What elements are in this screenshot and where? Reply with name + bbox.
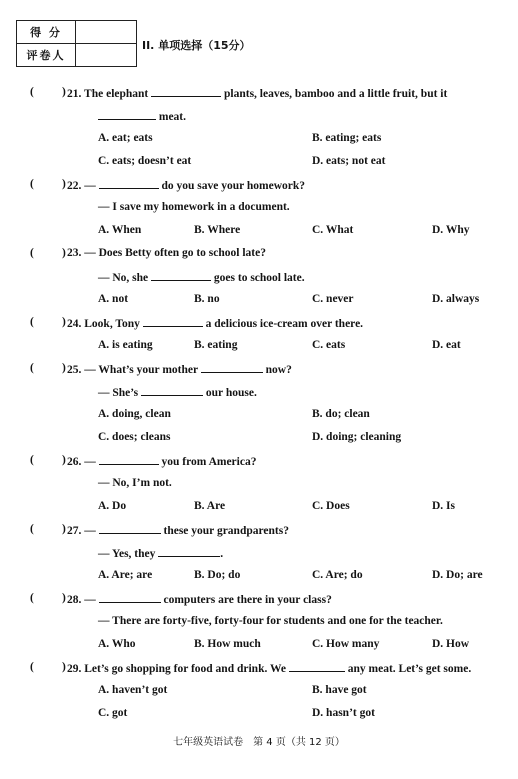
grader-value-cell[interactable] [76, 44, 137, 67]
answer-slot-28[interactable]: ( ) [30, 592, 66, 604]
option-25-b: B. do; clean [312, 408, 370, 420]
question-28: 28. — computers are there in your class? [67, 594, 332, 606]
question-28-reply: — There are forty-five, forty-four for students and one for the teacher. [98, 615, 443, 627]
option-27-c: C. Are; do [312, 569, 363, 581]
answer-slot-25[interactable]: ( ) [30, 362, 66, 374]
option-27-b: B. Do; do [194, 569, 241, 581]
option-27-d: D. Do; are [432, 569, 483, 581]
question-21-cont: meat. [98, 109, 186, 123]
question-29: 29. Let’s go shopping for food and drink. We any meat. Let’s get some. [67, 663, 472, 675]
option-24-b: B. eating [194, 339, 238, 351]
score-value-cell[interactable] [76, 21, 137, 44]
option-21-a: A. eat; eats [98, 132, 153, 144]
option-22-c: C. What [312, 224, 354, 236]
page-footer: 七年级英语试卷 第 4 页（共 12 页） [173, 737, 345, 748]
score-box [16, 20, 137, 67]
score-label: 得 分 [17, 21, 76, 44]
option-28-b: B. How much [194, 638, 261, 650]
option-25-c: C. does; cleans [98, 431, 171, 443]
section-title: II. 单项选择（15分） [142, 39, 251, 52]
answer-slot-23[interactable]: ( ) [30, 247, 66, 259]
question-25-reply: — She’s our house. [98, 387, 257, 399]
question-21: 21. The elephant plants, leaves, bamboo and a little fruit, but it [67, 88, 448, 100]
option-23-b: B. no [194, 293, 220, 305]
option-29-a: A. haven’t got [98, 684, 168, 696]
option-23-a: A. not [98, 293, 129, 305]
option-25-d: D. doing; cleaning [312, 431, 402, 443]
option-21-c: C. eats; doesn’t eat [98, 155, 192, 167]
option-23-d: D. always [432, 293, 480, 305]
option-28-c: C. How many [312, 638, 380, 650]
answer-slot-27[interactable]: ( ) [30, 523, 66, 535]
option-28-d: D. How [432, 638, 470, 650]
option-29-c: C. got [98, 707, 128, 719]
option-21-d: D. eats; not eat [312, 155, 386, 167]
question-23-reply: — No, she goes to school late. [98, 272, 305, 284]
option-22-d: D. Why [432, 224, 470, 236]
question-22: 22. — do you save your homework? [67, 180, 306, 192]
option-24-d: D. eat [432, 339, 461, 351]
answer-slot-22[interactable]: ( ) [30, 178, 66, 190]
option-27-a: A. Are; are [98, 569, 153, 581]
option-26-b: B. Are [194, 500, 226, 512]
answer-slot-24[interactable]: ( ) [30, 316, 66, 328]
question-24: 24. Look, Tony a delicious ice-cream over there. [67, 318, 364, 330]
option-29-d: D. hasn’t got [312, 707, 375, 719]
option-25-a: A. doing, clean [98, 408, 171, 420]
option-22-a: A. When [98, 224, 142, 236]
question-23: 23. — Does Betty often go to school late? [67, 247, 266, 259]
option-26-a: A. Do [98, 500, 127, 512]
question-22-reply: — I save my homework in a document. [98, 201, 290, 213]
option-22-b: B. Where [194, 224, 241, 236]
grader-label: 评卷人 [17, 44, 76, 67]
option-28-a: A. Who [98, 638, 136, 650]
option-26-d: D. Is [432, 500, 456, 512]
question-26-reply: — No, I’m not. [98, 477, 172, 489]
question-27-reply: — Yes, they . [98, 548, 224, 560]
option-29-b: B. have got [312, 684, 367, 696]
answer-slot-26[interactable]: ( ) [30, 454, 66, 466]
answer-slot-21[interactable]: ( ) [30, 86, 66, 98]
option-26-c: C. Does [312, 500, 350, 512]
question-26: 26. — you from America? [67, 456, 257, 468]
option-23-c: C. never [312, 293, 354, 305]
option-24-a: A. is eating [98, 339, 153, 351]
question-27: 27. — these your grandparents? [67, 525, 289, 537]
question-25: 25. — What’s your mother now? [67, 364, 292, 376]
answer-slot-29[interactable]: ( ) [30, 661, 66, 673]
option-24-c: C. eats [312, 339, 346, 351]
option-21-b: B. eating; eats [312, 132, 382, 144]
